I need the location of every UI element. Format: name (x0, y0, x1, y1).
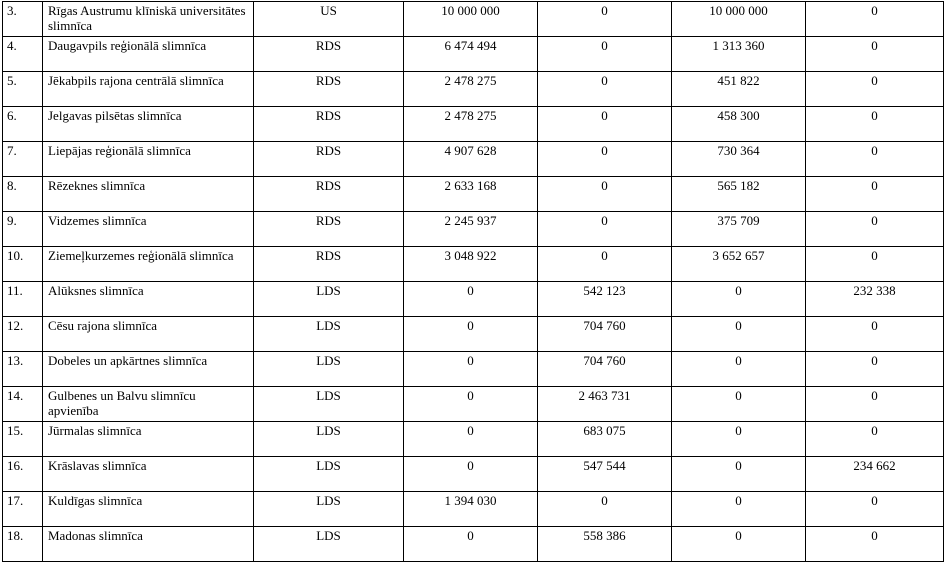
table-row (3, 177, 944, 212)
hospital-name: Alūksnes slimnīca (43, 282, 254, 317)
value-col-4: 0 (806, 387, 944, 422)
value-col-1: 4 907 628 (404, 142, 538, 177)
value-col-3: 0 (672, 352, 806, 387)
value-col-3: 1 313 360 (672, 37, 806, 72)
row-number: 14. (3, 387, 43, 422)
value-col-3: 0 (672, 282, 806, 317)
row-number: 10. (3, 247, 43, 282)
value-col-4: 0 (806, 492, 944, 527)
value-col-2: 0 (538, 107, 672, 142)
hospital-name: Jūrmalas slimnīca (43, 422, 254, 457)
value-col-2: 0 (538, 492, 672, 527)
table-row (3, 37, 944, 72)
row-number: 18. (3, 527, 43, 562)
value-col-1: 2 478 275 (404, 72, 538, 107)
value-col-1: 2 633 168 (404, 177, 538, 212)
table-row (3, 387, 944, 422)
hospital-type: LDS (254, 317, 404, 352)
value-col-1: 2 478 275 (404, 107, 538, 142)
hospital-type: RDS (254, 247, 404, 282)
table-row (3, 492, 944, 527)
value-col-1: 0 (404, 352, 538, 387)
hospital-type: LDS (254, 352, 404, 387)
row-number: 5. (3, 72, 43, 107)
hospital-name: Jelgavas pilsētas slimnīca (43, 107, 254, 142)
value-col-3: 458 300 (672, 107, 806, 142)
value-col-3: 3 652 657 (672, 247, 806, 282)
table-row (3, 422, 944, 457)
hospital-name: Madonas slimnīca (43, 527, 254, 562)
hospital-name: Rēzeknes slimnīca (43, 177, 254, 212)
hospital-type: RDS (254, 107, 404, 142)
hospital-type: RDS (254, 212, 404, 247)
table-row (3, 317, 944, 352)
table-row (3, 72, 944, 107)
value-col-1: 0 (404, 387, 538, 422)
value-col-4: 0 (806, 317, 944, 352)
table-row (3, 2, 944, 37)
hospital-type: LDS (254, 527, 404, 562)
value-col-2: 542 123 (538, 282, 672, 317)
row-number: 11. (3, 282, 43, 317)
value-col-3: 451 822 (672, 72, 806, 107)
hospital-name: Daugavpils reģionālā slimnīca (43, 37, 254, 72)
hospital-name: Ziemeļkurzemes reģionālā slimnīca (43, 247, 254, 282)
value-col-3: 0 (672, 527, 806, 562)
row-number: 3. (3, 2, 43, 37)
row-number: 8. (3, 177, 43, 212)
value-col-3: 730 364 (672, 142, 806, 177)
value-col-2: 0 (538, 37, 672, 72)
row-number: 16. (3, 457, 43, 492)
value-col-4: 0 (806, 72, 944, 107)
row-number: 4. (3, 37, 43, 72)
value-col-2: 0 (538, 2, 672, 37)
hospital-type: RDS (254, 37, 404, 72)
table-row (3, 282, 944, 317)
hospital-type: LDS (254, 457, 404, 492)
value-col-4: 0 (806, 142, 944, 177)
value-col-3: 0 (672, 387, 806, 422)
value-col-4: 232 338 (806, 282, 944, 317)
hospital-type: LDS (254, 387, 404, 422)
value-col-1: 1 394 030 (404, 492, 538, 527)
value-col-2: 0 (538, 142, 672, 177)
hospital-name: Dobeles un apkārtnes slimnīca (43, 352, 254, 387)
hospital-name: Krāslavas slimnīca (43, 457, 254, 492)
value-col-4: 0 (806, 107, 944, 142)
value-col-4: 0 (806, 2, 944, 37)
value-col-1: 0 (404, 282, 538, 317)
value-col-1: 10 000 000 (404, 2, 538, 37)
value-col-3: 0 (672, 422, 806, 457)
table-row (3, 352, 944, 387)
table-row (3, 142, 944, 177)
value-col-4: 0 (806, 212, 944, 247)
table-row (3, 107, 944, 142)
value-col-2: 2 463 731 (538, 387, 672, 422)
value-col-2: 547 544 (538, 457, 672, 492)
value-col-2: 558 386 (538, 527, 672, 562)
table-row (3, 457, 944, 492)
table-row (3, 527, 944, 562)
value-col-3: 0 (672, 317, 806, 352)
value-col-1: 6 474 494 (404, 37, 538, 72)
value-col-3: 0 (672, 492, 806, 527)
hospital-name: Cēsu rajona slimnīca (43, 317, 254, 352)
value-col-1: 3 048 922 (404, 247, 538, 282)
hospital-name: Jēkabpils rajona centrālā slimnīca (43, 72, 254, 107)
row-number: 15. (3, 422, 43, 457)
value-col-2: 704 760 (538, 317, 672, 352)
hospital-type: LDS (254, 282, 404, 317)
hospital-type: RDS (254, 142, 404, 177)
table-row (3, 212, 944, 247)
table-row (3, 247, 944, 282)
row-number: 13. (3, 352, 43, 387)
value-col-1: 0 (404, 422, 538, 457)
table-body (3, 2, 944, 562)
value-col-4: 0 (806, 527, 944, 562)
value-col-1: 0 (404, 527, 538, 562)
value-col-2: 704 760 (538, 352, 672, 387)
value-col-4: 0 (806, 422, 944, 457)
value-col-1: 0 (404, 317, 538, 352)
row-number: 12. (3, 317, 43, 352)
value-col-2: 0 (538, 247, 672, 282)
value-col-4: 0 (806, 37, 944, 72)
value-col-3: 0 (672, 457, 806, 492)
value-col-4: 0 (806, 352, 944, 387)
value-col-1: 0 (404, 457, 538, 492)
hospital-name: Vidzemes slimnīca (43, 212, 254, 247)
value-col-4: 0 (806, 247, 944, 282)
hospital-type: RDS (254, 72, 404, 107)
hospital-type: US (254, 2, 404, 37)
value-col-2: 0 (538, 177, 672, 212)
hospital-name: Gulbenes un Balvu slimnīcu apvienība (43, 387, 254, 422)
value-col-3: 375 709 (672, 212, 806, 247)
value-col-2: 683 075 (538, 422, 672, 457)
hospital-name: Liepājas reģionālā slimnīca (43, 142, 254, 177)
row-number: 17. (3, 492, 43, 527)
value-col-3: 565 182 (672, 177, 806, 212)
hospital-funding-table (2, 1, 944, 562)
value-col-1: 2 245 937 (404, 212, 538, 247)
row-number: 7. (3, 142, 43, 177)
value-col-4: 0 (806, 177, 944, 212)
hospital-type: LDS (254, 492, 404, 527)
row-number: 9. (3, 212, 43, 247)
value-col-2: 0 (538, 212, 672, 247)
hospital-name: Kuldīgas slimnīca (43, 492, 254, 527)
hospital-type: RDS (254, 177, 404, 212)
value-col-2: 0 (538, 72, 672, 107)
hospital-type: LDS (254, 422, 404, 457)
value-col-3: 10 000 000 (672, 2, 806, 37)
row-number: 6. (3, 107, 43, 142)
value-col-4: 234 662 (806, 457, 944, 492)
hospital-name: Rīgas Austrumu klīniskā universitātes slimnīca (43, 2, 254, 37)
